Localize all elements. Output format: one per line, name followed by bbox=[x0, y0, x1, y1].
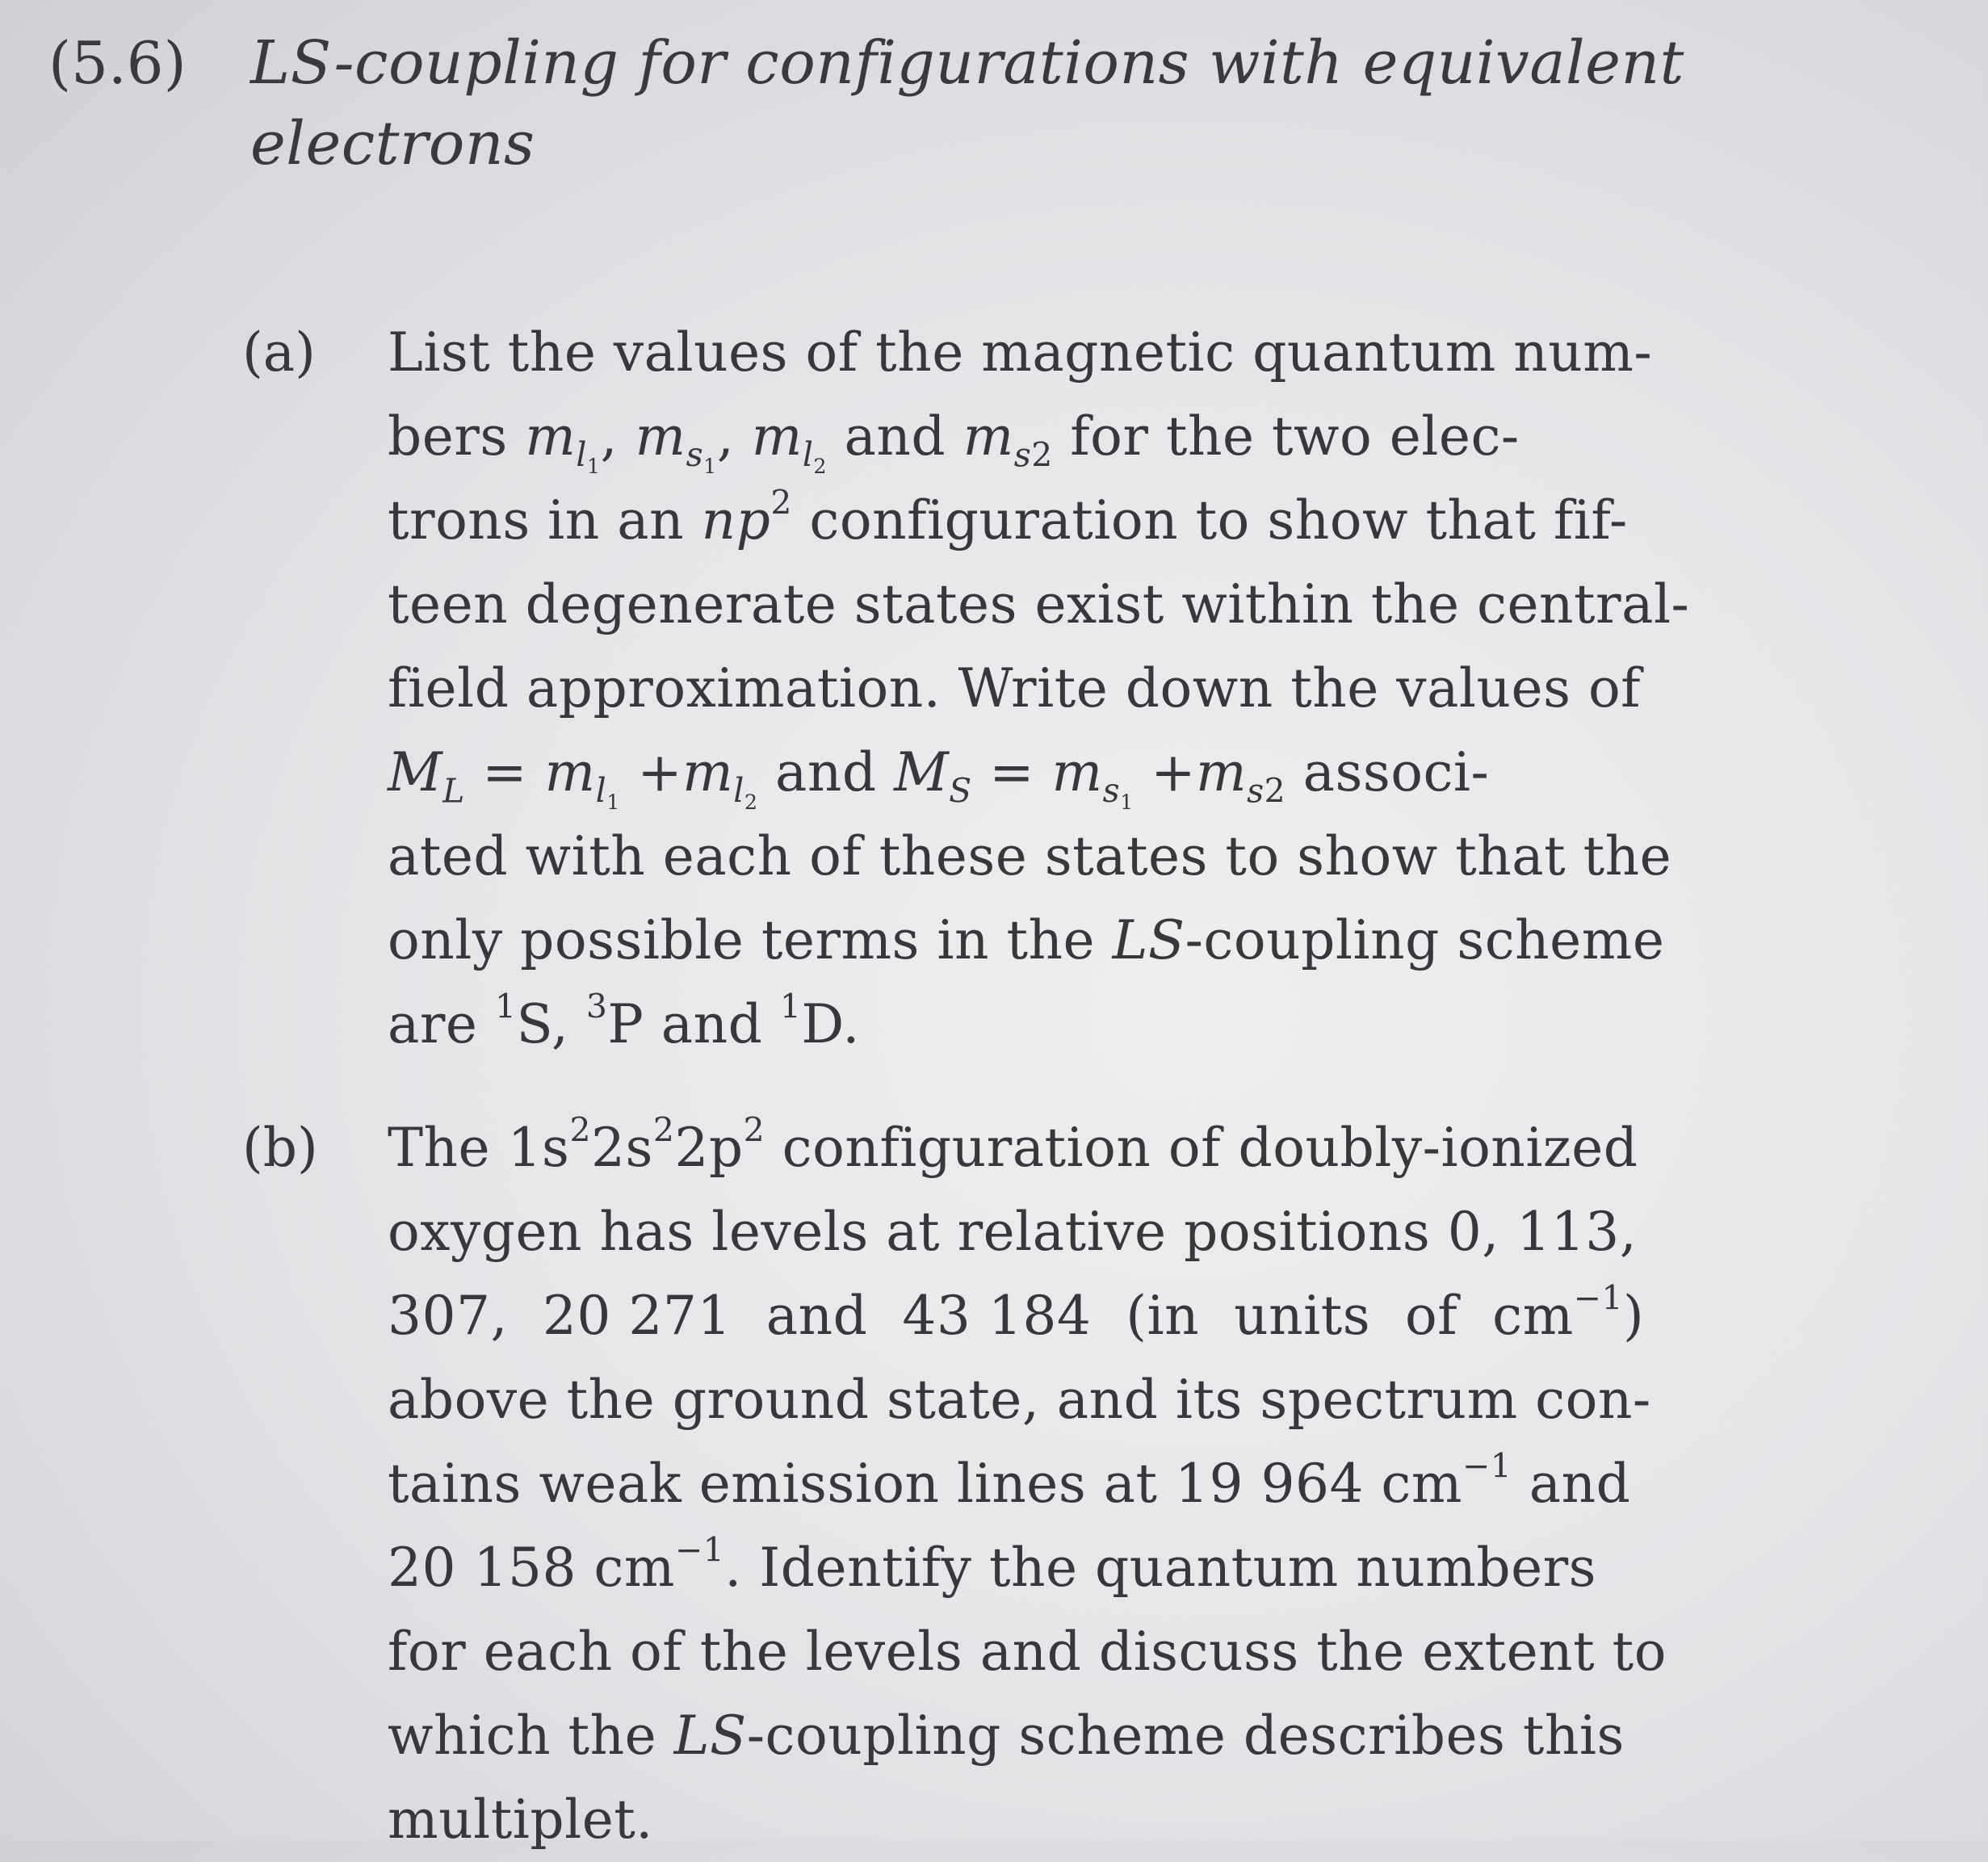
text-run: tains weak emission lines at 19 964 cm bbox=[388, 1453, 1462, 1515]
math-m: m bbox=[1051, 741, 1103, 803]
math-LS: LS bbox=[673, 1705, 747, 1767]
problem-title bbox=[250, 23, 1865, 184]
part-a-line-5 bbox=[388, 647, 1988, 731]
text-run: which the bbox=[388, 1705, 657, 1767]
math-eq: = bbox=[989, 741, 1034, 803]
part-b-line-6 bbox=[388, 1526, 1988, 1610]
part-b-line-7 bbox=[388, 1610, 1988, 1694]
text-run: and bbox=[774, 741, 877, 803]
part-a-line-3 bbox=[388, 479, 1988, 563]
text-run: ated with each of these states to show that the bbox=[388, 825, 1672, 887]
term-S: S, bbox=[516, 993, 569, 1055]
math-sub: s bbox=[1102, 771, 1121, 811]
math-m: m bbox=[525, 405, 577, 468]
math-m: m bbox=[682, 741, 734, 803]
part-a-line-6 bbox=[388, 731, 1988, 815]
math-sub: l bbox=[733, 771, 744, 811]
math-sub: l bbox=[595, 771, 607, 811]
math-subsub: 2 bbox=[744, 790, 758, 815]
text-run: The 1s bbox=[388, 1117, 570, 1179]
math-np: np bbox=[701, 489, 771, 551]
text-run: -coupling scheme describes this bbox=[746, 1705, 1625, 1767]
math-subsub: 1 bbox=[1120, 790, 1134, 815]
text-run: . Identify the quantum numbers bbox=[724, 1537, 1597, 1599]
text-run: , bbox=[600, 405, 619, 468]
math-sub: 2 bbox=[1264, 771, 1286, 811]
math-subsub: 2 bbox=[813, 454, 828, 479]
math-eq: = bbox=[482, 741, 528, 803]
part-a-label: (a) bbox=[242, 321, 316, 384]
text-run: , bbox=[716, 405, 735, 468]
part-b-line-9 bbox=[388, 1778, 1988, 1862]
math-M: M bbox=[894, 741, 950, 803]
text-run: configuration of doubly-ionized bbox=[782, 1117, 1638, 1179]
text-run: 2s bbox=[590, 1117, 653, 1179]
text-run: -coupling scheme bbox=[1185, 909, 1665, 971]
text-run: for each of the levels and discuss the extent to bbox=[388, 1621, 1667, 1683]
part-b-line-1 bbox=[388, 1106, 1988, 1190]
part-a-line-1 bbox=[388, 311, 1988, 395]
math-m: m bbox=[751, 405, 803, 468]
part-a-line-8 bbox=[388, 899, 1988, 983]
text-run: 20 158 cm bbox=[388, 1537, 675, 1599]
math-plus: + bbox=[1151, 741, 1197, 803]
text-run: above the ground state, and its spectrum con- bbox=[388, 1369, 1651, 1431]
math-sub: s bbox=[1247, 771, 1265, 811]
text-run: oxygen has levels at relative positions 0, 113, bbox=[388, 1201, 1638, 1263]
math-subsub: 1 bbox=[586, 454, 601, 479]
text-run: for the two elec- bbox=[1070, 405, 1520, 468]
superscript: 2 bbox=[743, 1110, 765, 1150]
text-run: trons in an bbox=[388, 489, 685, 551]
math-subsub: 1 bbox=[606, 790, 620, 815]
math-m: m bbox=[635, 405, 686, 468]
title-line-1: LS-coupling for configurations with equivalent bbox=[250, 28, 1684, 98]
part-b-line-4 bbox=[388, 1358, 1988, 1442]
part-b-label: (b) bbox=[242, 1117, 318, 1179]
text-run: bers bbox=[388, 405, 508, 468]
text-run: multiplet. bbox=[388, 1789, 653, 1851]
title-line-2: electrons bbox=[250, 109, 535, 178]
superscript: 2 bbox=[569, 1110, 591, 1150]
math-sub: S bbox=[949, 771, 972, 811]
part-a-line-2 bbox=[388, 395, 1988, 479]
text-run: associ- bbox=[1302, 741, 1490, 803]
term-multiplicity: 1 bbox=[779, 987, 802, 1026]
part-a-line-7 bbox=[388, 815, 1988, 899]
text-run: field approximation. Write down the values of bbox=[388, 657, 1642, 719]
superscript: −1 bbox=[674, 1530, 725, 1570]
term-multiplicity: 1 bbox=[494, 987, 517, 1026]
math-sub: l bbox=[576, 435, 587, 475]
math-m: m bbox=[1196, 741, 1248, 803]
text-run: and bbox=[844, 405, 946, 468]
text-run: and bbox=[1529, 1453, 1631, 1515]
part-b-line-2 bbox=[388, 1190, 1988, 1274]
text-run: configuration to show that fif- bbox=[809, 489, 1628, 551]
math-LS: LS bbox=[1112, 909, 1185, 971]
superscript: 2 bbox=[770, 483, 792, 522]
math-plus: + bbox=[637, 741, 683, 803]
term-multiplicity: 3 bbox=[585, 987, 608, 1026]
part-b-line-5 bbox=[388, 1442, 1988, 1526]
text-run: teen degenerate states exist within the central- bbox=[388, 573, 1690, 635]
part-a-text bbox=[388, 311, 1988, 1067]
text-run: 307, 20 271 and 43 184 (in units of cm bbox=[388, 1285, 1574, 1347]
term-D: D. bbox=[801, 993, 860, 1055]
part-b-line-3 bbox=[388, 1274, 1988, 1358]
text-run: ) bbox=[1623, 1285, 1645, 1347]
math-m: m bbox=[963, 405, 1014, 468]
superscript: 2 bbox=[652, 1110, 675, 1150]
text-run: 2p bbox=[674, 1117, 744, 1179]
math-sub: s bbox=[1013, 435, 1032, 475]
math-sub: s bbox=[686, 435, 704, 475]
math-sub: 2 bbox=[1031, 435, 1053, 475]
term-P: P and bbox=[607, 993, 763, 1055]
part-a-line-4 bbox=[388, 563, 1988, 647]
text-run: List the values of the magnetic quantum num- bbox=[388, 321, 1653, 384]
part-a-line-9 bbox=[388, 983, 1988, 1067]
math-sub: L bbox=[442, 771, 465, 811]
part-b-line-8 bbox=[388, 1694, 1988, 1778]
problem-number: (5.6) bbox=[48, 29, 187, 97]
superscript: −1 bbox=[1573, 1278, 1624, 1318]
math-subsub: 1 bbox=[703, 454, 717, 479]
text-run: only possible terms in the bbox=[388, 909, 1096, 971]
math-M: M bbox=[388, 741, 443, 803]
math-m: m bbox=[544, 741, 596, 803]
part-b-text bbox=[388, 1106, 1988, 1862]
math-sub: l bbox=[802, 435, 814, 475]
text-run: are bbox=[388, 993, 478, 1055]
superscript: −1 bbox=[1462, 1446, 1512, 1486]
